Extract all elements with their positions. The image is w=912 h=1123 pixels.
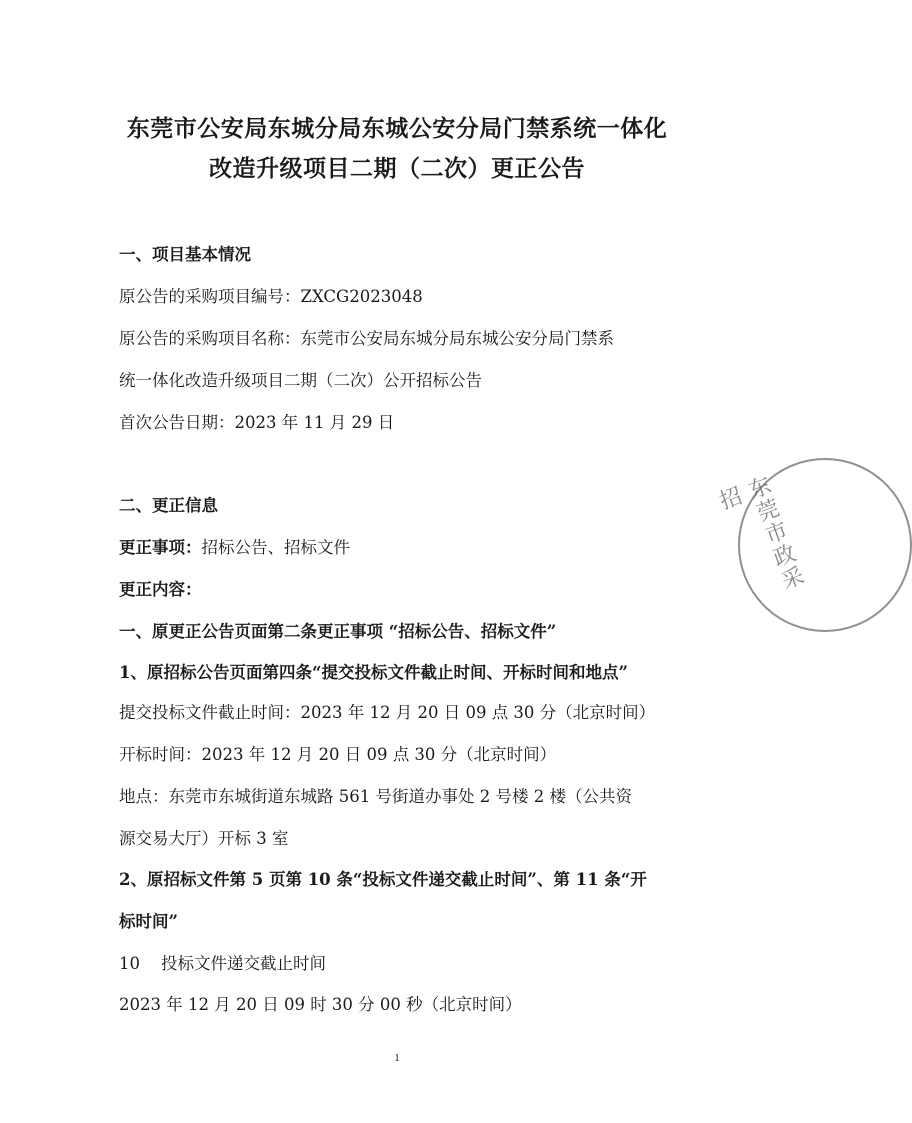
correction-content-label: 更正内容： <box>119 580 202 599</box>
project-name-line1: 原公告的采购项目名称：东莞市公安局东城分局东城公安分局门禁系 <box>119 329 614 348</box>
document-title-line2: 改造升级项目二期（二次）更正公告 <box>209 155 585 182</box>
bid-place-line2: 源交易大厅）开标 3 室 <box>119 829 289 848</box>
project-name-line2: 统一体化改造升级项目二期（二次）公开招标公告 <box>119 371 482 390</box>
correction-item-label: 更正事项： <box>119 538 202 557</box>
first-announcement-date: 首次公告日期：2023 年 11 月 29 日 <box>119 413 395 432</box>
section1-heading: 一、项目基本情况 <box>119 245 251 264</box>
correction-item <box>119 534 350 558</box>
bid-opening-time: 开标时间：2023 年 12 月 20 日 09 点 30 分（北京时间） <box>119 745 557 764</box>
document-title-line1: 东莞市公安局东城分局东城公安分局门禁系统一体化 <box>126 115 668 142</box>
page-number: 1 <box>394 1052 400 1064</box>
correction-para2: 1、原招标公告页面第四条“提交投标文件截止时间、开标时间和地点” <box>119 663 628 682</box>
correction-para3-line2: 标时间” <box>119 912 178 931</box>
item10-heading: 10 投标文件递交截止时间 <box>119 954 326 973</box>
correction-para1: 一、原更正公告页面第二条更正事项 “招标公告、招标文件” <box>119 622 557 641</box>
project-number: 原公告的采购项目编号：ZXCG2023048 <box>119 287 423 306</box>
official-seal-text: 东莞市政采招 <box>713 473 807 595</box>
section2-heading: 二、更正信息 <box>119 496 218 515</box>
correction-item-value: 招标公告、招标文件 <box>201 538 350 557</box>
item10-value: 2023 年 12 月 20 日 09 时 30 分 00 秒（北京时间） <box>119 995 522 1014</box>
bid-place-line1: 地点：东莞市东城街道东城路 561 号街道办事处 2 号楼 2 楼（公共资 <box>119 787 632 806</box>
correction-para3-line1: 2、原招标文件第 5 页第 10 条“投标文件递交截止时间”、第 11 条“开 <box>119 870 647 889</box>
bid-deadline: 提交投标文件截止时间：2023 年 12 月 20 日 09 点 30 分（北京时间） <box>119 703 656 722</box>
